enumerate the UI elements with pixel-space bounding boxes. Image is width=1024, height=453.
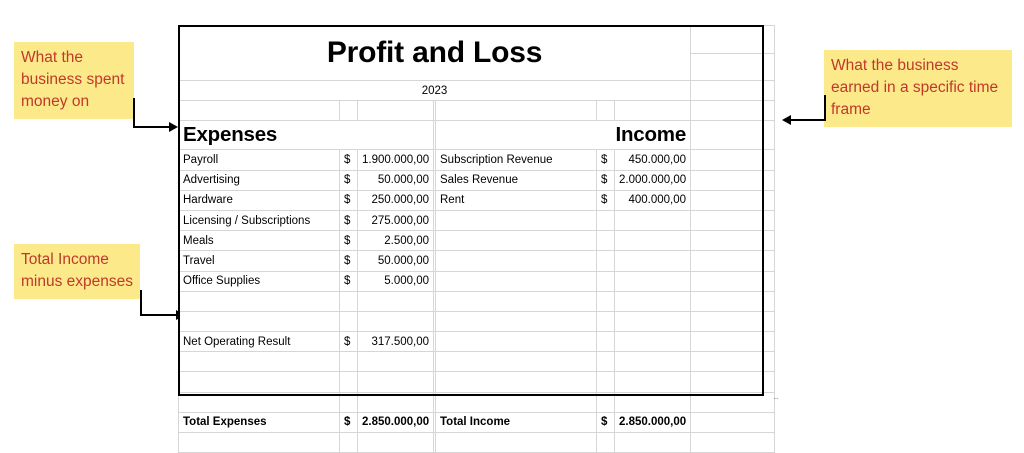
- empty-cell: [597, 251, 615, 271]
- empty-cell: [597, 433, 615, 453]
- empty-cell: [691, 433, 775, 453]
- empty-cell: [691, 291, 775, 311]
- income-label: Rent: [436, 190, 597, 210]
- net-operating-amount: 317.500,00: [358, 332, 434, 352]
- empty-cell: [436, 372, 597, 392]
- empty-cell: [358, 433, 434, 453]
- empty-cell: [597, 231, 615, 251]
- empty-cell: [436, 433, 597, 453]
- empty-cell: [691, 170, 775, 190]
- table-row: [179, 291, 775, 311]
- empty-cell: [340, 433, 358, 453]
- arrow-to-income-icon: [790, 95, 830, 131]
- empty-cell: [597, 332, 615, 352]
- expense-label: Advertising: [179, 170, 340, 190]
- table-row: [179, 121, 775, 150]
- empty-cell: [615, 231, 691, 251]
- empty-cell: [597, 372, 615, 392]
- table-row: [179, 412, 775, 432]
- expense-amount: 1.900.000,00: [358, 150, 434, 170]
- table-row: [179, 392, 775, 412]
- currency-symbol: $: [597, 170, 615, 190]
- empty-cell: [615, 210, 691, 230]
- corner-mark-icon: ···: [773, 394, 778, 403]
- spreadsheet: [178, 25, 778, 429]
- expense-amount: 275.000,00: [358, 210, 434, 230]
- net-operating-label: Net Operating Result: [179, 332, 340, 352]
- empty-cell: [691, 352, 775, 372]
- empty-cell: [179, 311, 340, 331]
- empty-cell: [179, 433, 340, 453]
- table-row: [179, 271, 775, 291]
- empty-cell: [615, 352, 691, 372]
- expenses-section-header: Expenses: [179, 121, 434, 150]
- currency-symbol: $: [340, 150, 358, 170]
- currency-symbol: $: [597, 190, 615, 210]
- empty-cell: [436, 101, 597, 121]
- table-row: [179, 170, 775, 190]
- total-expenses-amount: 2.850.000,00: [358, 412, 434, 432]
- empty-cell: [691, 311, 775, 331]
- empty-cell: [436, 332, 597, 352]
- income-label: Sales Revenue: [436, 170, 597, 190]
- empty-cell: [358, 372, 434, 392]
- total-expenses-label: Total Expenses: [179, 412, 340, 432]
- currency-symbol: $: [340, 271, 358, 291]
- expense-label: Meals: [179, 231, 340, 251]
- expense-amount: 50.000,00: [358, 251, 434, 271]
- currency-symbol: $: [340, 210, 358, 230]
- expense-label: Travel: [179, 251, 340, 271]
- empty-cell: [691, 392, 775, 412]
- empty-cell: [691, 231, 775, 251]
- table-row: [179, 26, 775, 54]
- expense-amount: 50.000,00: [358, 170, 434, 190]
- empty-cell: [340, 291, 358, 311]
- expense-amount: 5.000,00: [358, 271, 434, 291]
- empty-cell: [597, 392, 615, 412]
- empty-cell: [340, 372, 358, 392]
- table-row: [179, 433, 775, 453]
- empty-cell: [615, 372, 691, 392]
- table-row: [179, 352, 775, 372]
- empty-cell: [691, 121, 775, 150]
- empty-cell: [597, 101, 615, 121]
- currency-symbol: $: [597, 412, 615, 432]
- currency-symbol: $: [340, 251, 358, 271]
- empty-cell: [597, 210, 615, 230]
- empty-cell: [615, 271, 691, 291]
- empty-cell: [615, 433, 691, 453]
- empty-cell: [615, 311, 691, 331]
- expense-label: Hardware: [179, 190, 340, 210]
- empty-cell: [436, 210, 597, 230]
- empty-cell: [597, 291, 615, 311]
- empty-cell: [179, 291, 340, 311]
- empty-cell: [340, 101, 358, 121]
- table-row: [179, 332, 775, 352]
- table-row: [179, 372, 775, 392]
- table-row: [179, 251, 775, 271]
- empty-cell: [436, 271, 597, 291]
- empty-cell: [691, 26, 775, 54]
- empty-cell: [691, 150, 775, 170]
- empty-cell: [691, 372, 775, 392]
- empty-cell: [436, 291, 597, 311]
- empty-cell: [358, 392, 434, 412]
- sheet-year: 2023: [179, 81, 691, 101]
- empty-cell: [358, 101, 434, 121]
- table-row: [179, 210, 775, 230]
- empty-cell: [179, 101, 340, 121]
- table-row: [179, 190, 775, 210]
- income-amount: 2.000.000,00: [615, 170, 691, 190]
- profit-and-loss-table: [178, 25, 775, 453]
- empty-cell: [179, 372, 340, 392]
- income-section-header: Income: [436, 121, 691, 150]
- total-income-amount: 2.850.000,00: [615, 412, 691, 432]
- empty-cell: [436, 392, 597, 412]
- income-amount: 450.000,00: [615, 150, 691, 170]
- empty-cell: [340, 392, 358, 412]
- table-row: [179, 81, 775, 101]
- expense-label: Payroll: [179, 150, 340, 170]
- empty-cell: [615, 251, 691, 271]
- empty-cell: [691, 332, 775, 352]
- empty-cell: [340, 352, 358, 372]
- empty-cell: [597, 352, 615, 372]
- callout-total-note: Total Income minus expenses: [14, 244, 140, 299]
- callout-expenses-note: What the business spent money on: [14, 42, 134, 119]
- total-income-label: Total Income: [436, 412, 597, 432]
- currency-symbol: $: [597, 150, 615, 170]
- empty-cell: [691, 251, 775, 271]
- empty-cell: [597, 311, 615, 331]
- empty-cell: [179, 392, 340, 412]
- table-row: [179, 311, 775, 331]
- income-amount: 400.000,00: [615, 190, 691, 210]
- empty-cell: [615, 332, 691, 352]
- empty-cell: [615, 101, 691, 121]
- empty-cell: [691, 53, 775, 81]
- expense-label: Office Supplies: [179, 271, 340, 291]
- expense-amount: 2.500,00: [358, 231, 434, 251]
- empty-cell: [691, 101, 775, 121]
- currency-symbol: $: [340, 231, 358, 251]
- empty-cell: [358, 311, 434, 331]
- table-row: [179, 101, 775, 121]
- currency-symbol: $: [340, 190, 358, 210]
- empty-cell: [340, 311, 358, 331]
- sheet-title: Profit and Loss: [179, 26, 691, 81]
- empty-cell: [436, 352, 597, 372]
- currency-symbol: $: [340, 332, 358, 352]
- currency-symbol: $: [340, 412, 358, 432]
- expense-label: Licensing / Subscriptions: [179, 210, 340, 230]
- empty-cell: [436, 231, 597, 251]
- table-row: [179, 150, 775, 170]
- expense-amount: 250.000,00: [358, 190, 434, 210]
- empty-cell: [597, 271, 615, 291]
- empty-cell: [691, 412, 775, 432]
- empty-cell: [691, 190, 775, 210]
- empty-cell: [691, 271, 775, 291]
- empty-cell: [436, 251, 597, 271]
- income-label: Subscription Revenue: [436, 150, 597, 170]
- empty-cell: [691, 81, 775, 101]
- empty-cell: [358, 352, 434, 372]
- empty-cell: [691, 210, 775, 230]
- currency-symbol: $: [340, 170, 358, 190]
- empty-cell: [179, 352, 340, 372]
- empty-cell: [436, 311, 597, 331]
- table-row: [179, 231, 775, 251]
- empty-cell: [358, 291, 434, 311]
- callout-income-note: What the business earned in a specific time frame: [824, 50, 1012, 127]
- empty-cell: [615, 392, 691, 412]
- empty-cell: [615, 291, 691, 311]
